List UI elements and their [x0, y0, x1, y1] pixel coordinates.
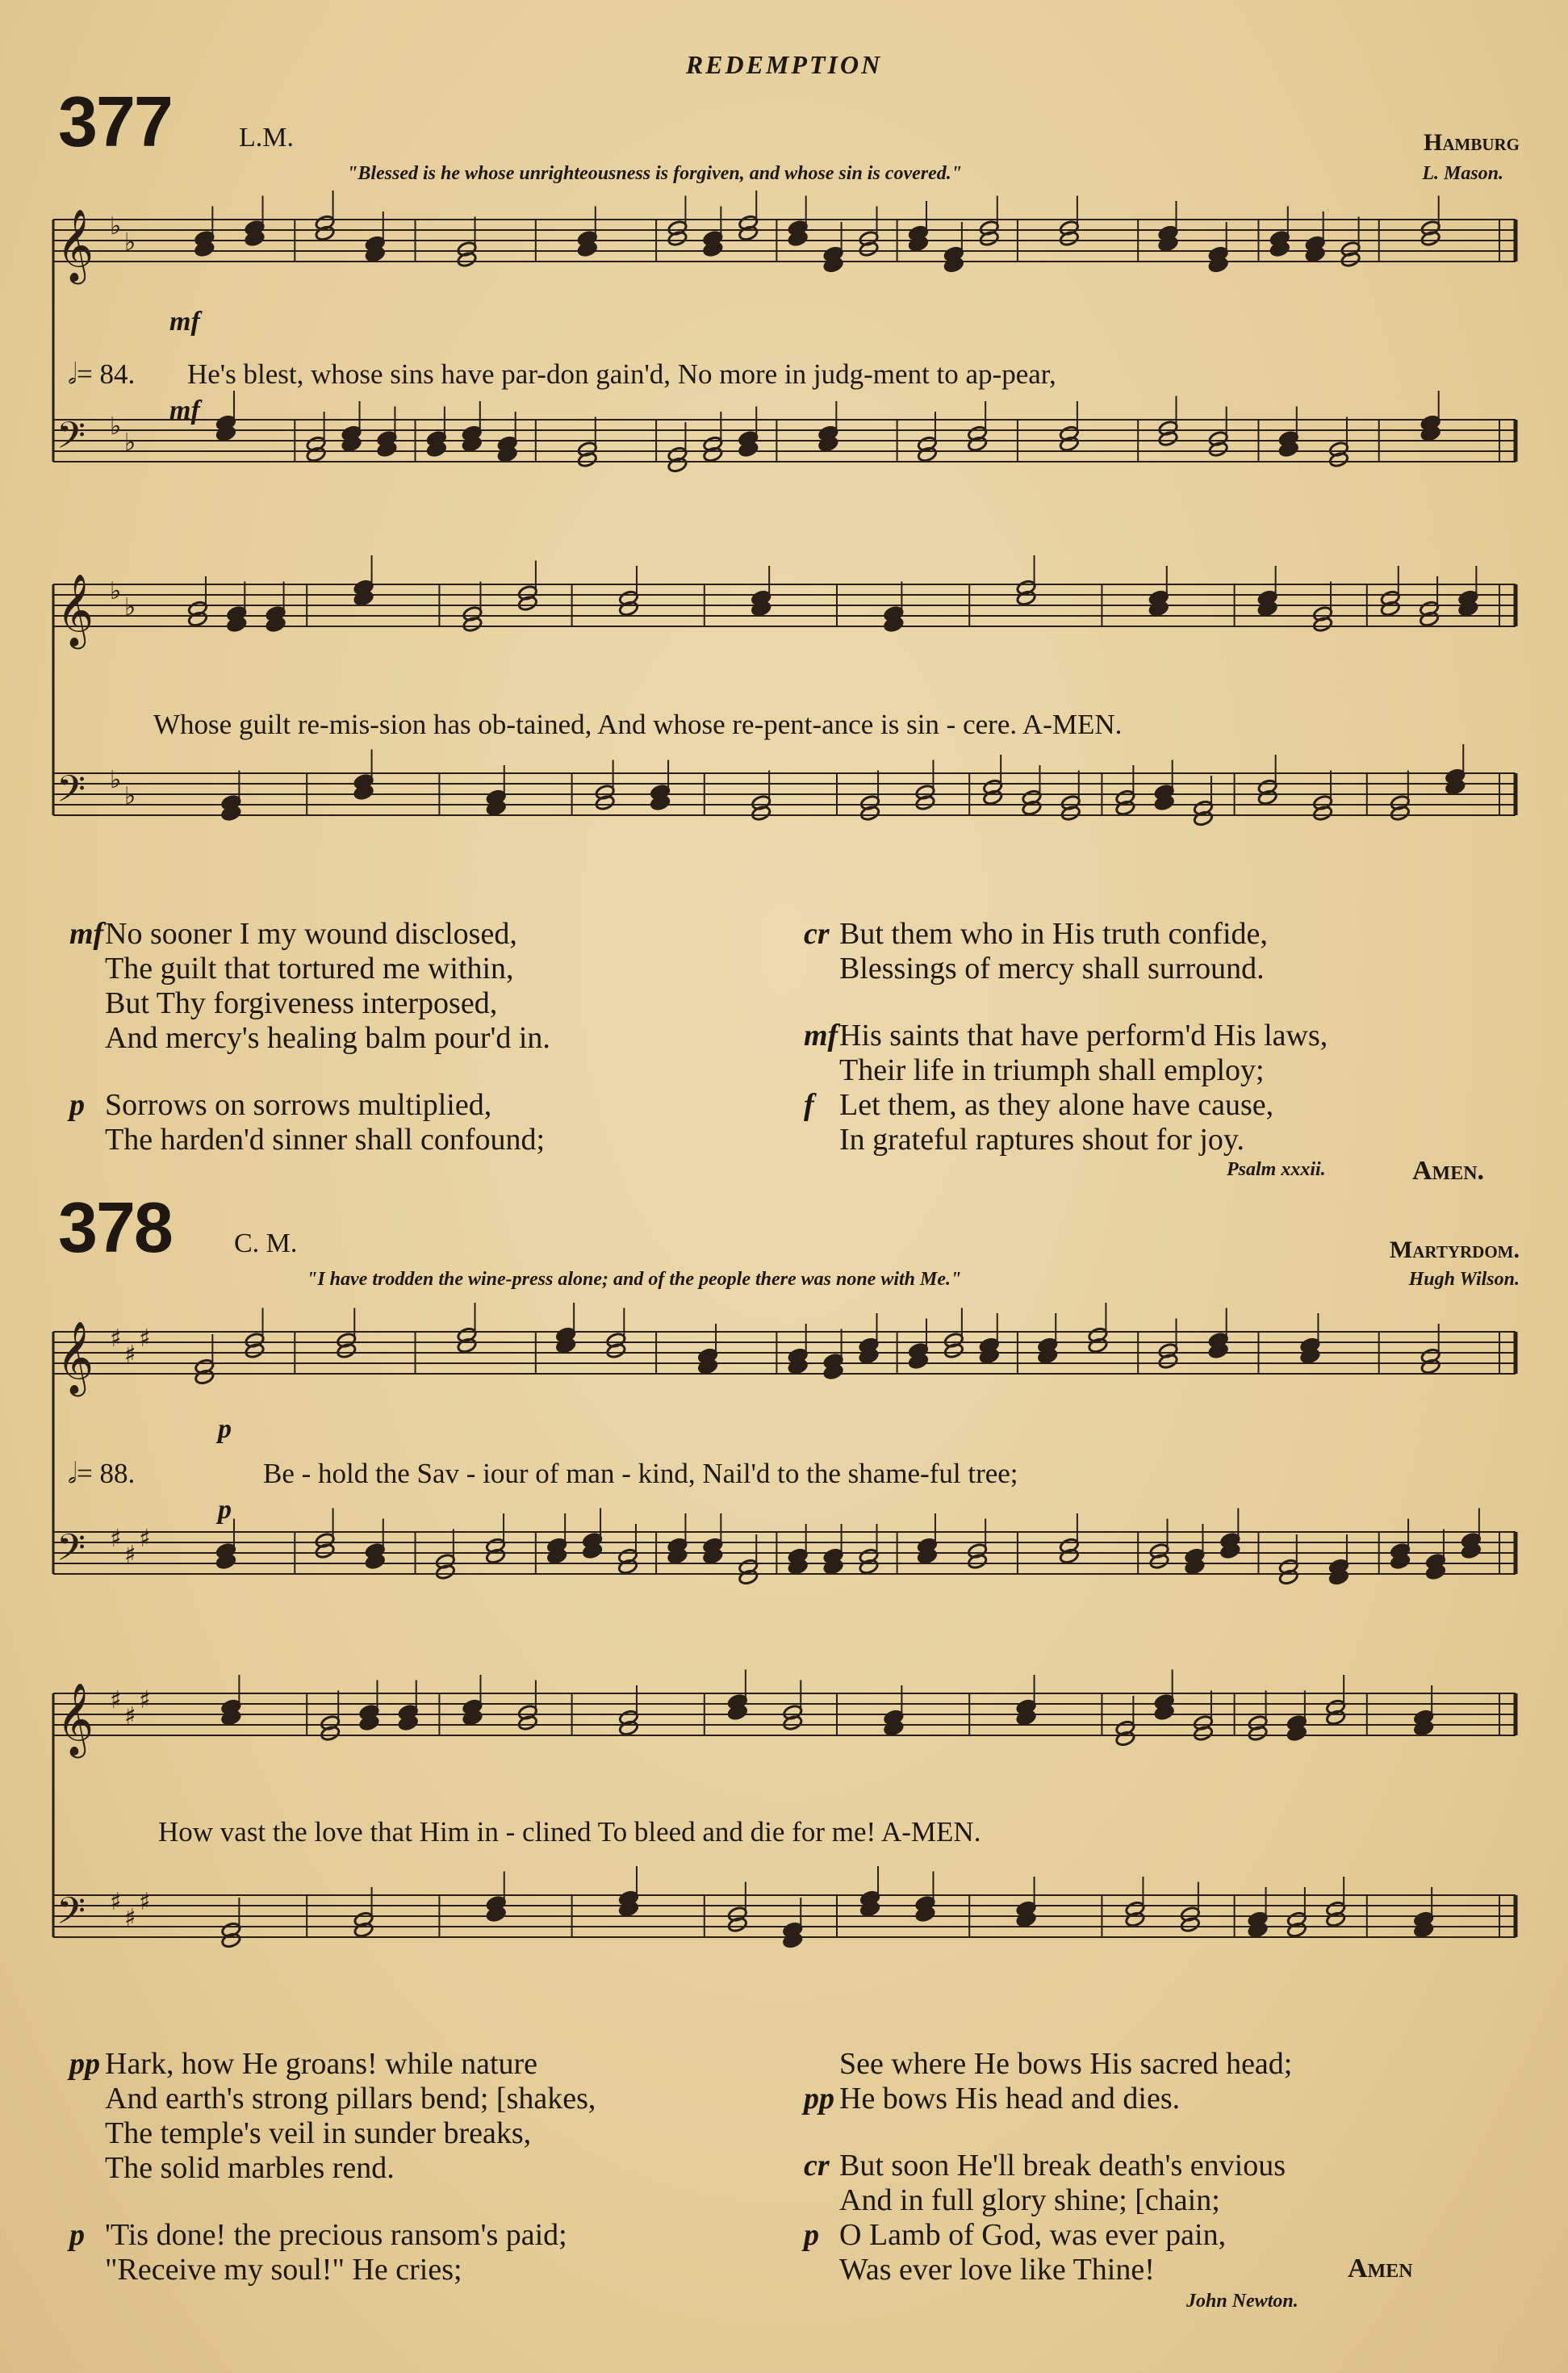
amen: Amen: [1348, 2254, 1413, 2283]
svg-text:♯: ♯: [139, 1325, 151, 1353]
verse-line: But Thy forgiveness interposed,: [105, 986, 498, 1020]
verse-line: And mercy's healing balm pour'd in.: [105, 1021, 550, 1055]
verse-line: And in full glory shine; [chain;: [839, 2183, 1220, 2217]
tune-name: Hamburg: [1424, 129, 1520, 156]
dynamic-mark: f: [804, 1088, 814, 1122]
svg-text:𝄞: 𝄞: [56, 1683, 94, 1756]
dynamic-mark: p: [804, 2218, 819, 2252]
hymn-meter: C. M.: [234, 1228, 298, 1258]
verse-line: He bows His head and dies.: [839, 2082, 1181, 2116]
verse-line: But soon He'll break death's envious: [839, 2149, 1286, 2183]
verse-line: Hark, how He groans! while nature: [105, 2047, 538, 2081]
verse-5: [804, 1019, 1328, 1157]
section-title: REDEMPTION: [685, 50, 883, 79]
verse-line: Let them, as they alone have cause,: [839, 1088, 1274, 1122]
svg-text:♯: ♯: [124, 1702, 136, 1731]
svg-text:𝄢: 𝄢: [56, 1890, 86, 1942]
half-note-icon: 𝅗𝅥: [68, 1458, 77, 1489]
dynamic-mark: cr: [804, 917, 830, 951]
verse-line: The temple's veil in sunder breaks,: [105, 2116, 532, 2150]
bass-dynamic: p: [218, 1495, 232, 1525]
amen: Amen.: [1412, 1156, 1485, 1186]
svg-text:𝄢: 𝄢: [56, 1526, 86, 1579]
composer: L. Mason.: [1422, 163, 1503, 184]
verse-line: And earth's strong pillars bend; [shakes,: [105, 2082, 596, 2116]
verse-line: His saints that have perform'd His laws,: [839, 1019, 1328, 1053]
lyric-line-1: He's blest, whose sins have par-don gain'd, No more in judg-ment to ap-pear,: [187, 358, 1056, 390]
verse-block-right: [804, 917, 1328, 1157]
bass-dynamic: mf: [169, 396, 200, 425]
svg-text:♯: ♯: [139, 1888, 151, 1916]
svg-text:♯: ♯: [110, 1686, 122, 1714]
verse-line: Their life in triumph shall employ;: [839, 1053, 1265, 1087]
half-note-icon: 𝅗𝅥: [68, 358, 77, 390]
hymn-number: 378: [58, 1187, 172, 1267]
verse-line: Blessings of mercy shall surround.: [839, 952, 1265, 986]
verse-3: [69, 1088, 550, 1157]
svg-text:𝄢: 𝄢: [56, 768, 86, 820]
dynamic-mark: p: [69, 2218, 85, 2252]
dynamic-mark: p: [69, 1088, 85, 1122]
verse-2: [69, 2047, 596, 2186]
treble-dynamic: p: [218, 1414, 232, 1444]
verse-line: Was ever love like Thine!: [839, 2253, 1155, 2287]
verse-line: No sooner I my wound disclosed,: [105, 917, 517, 951]
verse-4: [804, 917, 1328, 986]
dynamic-mark: mf: [804, 1019, 838, 1053]
verse-line: O Lamb of God, was ever pain,: [839, 2218, 1227, 2252]
svg-text:♯: ♯: [124, 1341, 136, 1369]
verse-4: [804, 2149, 1292, 2287]
lyric-line-1: Be - hold the Sav - iour of man - kind, Nail'd to the shame-ful tree;: [263, 1458, 1018, 1489]
verse-3-cont: [804, 2047, 1292, 2116]
dynamic-mark: pp: [804, 2082, 834, 2116]
svg-text:𝄢: 𝄢: [56, 414, 86, 467]
hymn-meter: L.M.: [239, 123, 294, 153]
svg-text:♯: ♯: [139, 1525, 151, 1553]
tempo-marking: 𝅗𝅥= 88.: [68, 1458, 136, 1489]
svg-text:♭: ♭: [124, 429, 136, 457]
verse-block-right: [804, 2047, 1292, 2287]
svg-text:𝄞: 𝄞: [56, 209, 94, 282]
author: John Newton.: [1186, 2291, 1298, 2312]
composer: Hugh Wilson.: [1408, 1269, 1520, 1290]
svg-text:♭: ♭: [110, 212, 122, 241]
treble-dynamic: mf: [169, 307, 200, 337]
dynamic-mark: cr: [804, 2149, 830, 2183]
verse-line: Sorrows on sorrows multiplied,: [105, 1088, 492, 1122]
svg-text:♭: ♭: [124, 782, 136, 810]
scripture-epigraph: "Blessed is he whose unrighteousness is forgiven, and whose sin is covered.": [347, 163, 963, 184]
tempo-marking: 𝅗𝅥= 84.: [68, 358, 136, 390]
svg-text:♯: ♯: [139, 1686, 151, 1714]
svg-text:♯: ♯: [110, 1525, 122, 1553]
svg-text:𝄞: 𝄞: [56, 1321, 94, 1394]
verse-line: See where He bows His sacred head;: [839, 2047, 1293, 2081]
svg-text:♯: ♯: [124, 1541, 136, 1569]
verse-line: The harden'd sinner shall confound;: [105, 1123, 546, 1157]
hymn-number: 377: [58, 82, 172, 161]
verse-line: The guilt that tortured me within,: [105, 952, 514, 986]
verse-block-left: [69, 917, 550, 1157]
verse-line: 'Tis done! the precious ransom's paid;: [105, 2218, 567, 2252]
verse-block-left: [69, 2047, 596, 2287]
svg-text:𝄞: 𝄞: [56, 574, 94, 647]
verse-line: "Receive my soul!" He cries;: [105, 2253, 462, 2287]
svg-text:♭: ♭: [110, 766, 122, 794]
dynamic-mark: mf: [69, 917, 104, 951]
svg-text:♯: ♯: [124, 1904, 136, 1932]
verse-line: The solid marbles rend.: [105, 2151, 395, 2185]
lyric-line-2: Whose guilt re-mis-sion has ob-tained, And whose re-pent-ance is sin - cere. A-MEN.: [153, 709, 1123, 740]
verse-line: But them who in His truth confide,: [839, 917, 1268, 951]
svg-text:♯: ♯: [110, 1325, 122, 1353]
svg-text:♭: ♭: [110, 412, 122, 441]
svg-text:♯: ♯: [110, 1888, 122, 1916]
verse-3: [69, 2218, 596, 2287]
verse-line: In grateful raptures shout for joy.: [839, 1123, 1244, 1157]
scripture-epigraph: "I have trodden the wine-press alone; and of the people there was none with Me.": [307, 1269, 962, 1290]
tune-name: Martyrdom.: [1389, 1237, 1520, 1263]
dynamic-mark: pp: [69, 2047, 100, 2081]
svg-text:♭: ♭: [124, 228, 136, 257]
scripture-source: Psalm xxxii.: [1227, 1159, 1326, 1180]
svg-text:♭: ♭: [110, 577, 122, 605]
verse-2: [69, 917, 550, 1056]
lyric-line-2: How vast the love that Him in - clined To bleed and die for me! A-MEN.: [158, 1816, 981, 1848]
svg-text:♭: ♭: [124, 593, 136, 622]
